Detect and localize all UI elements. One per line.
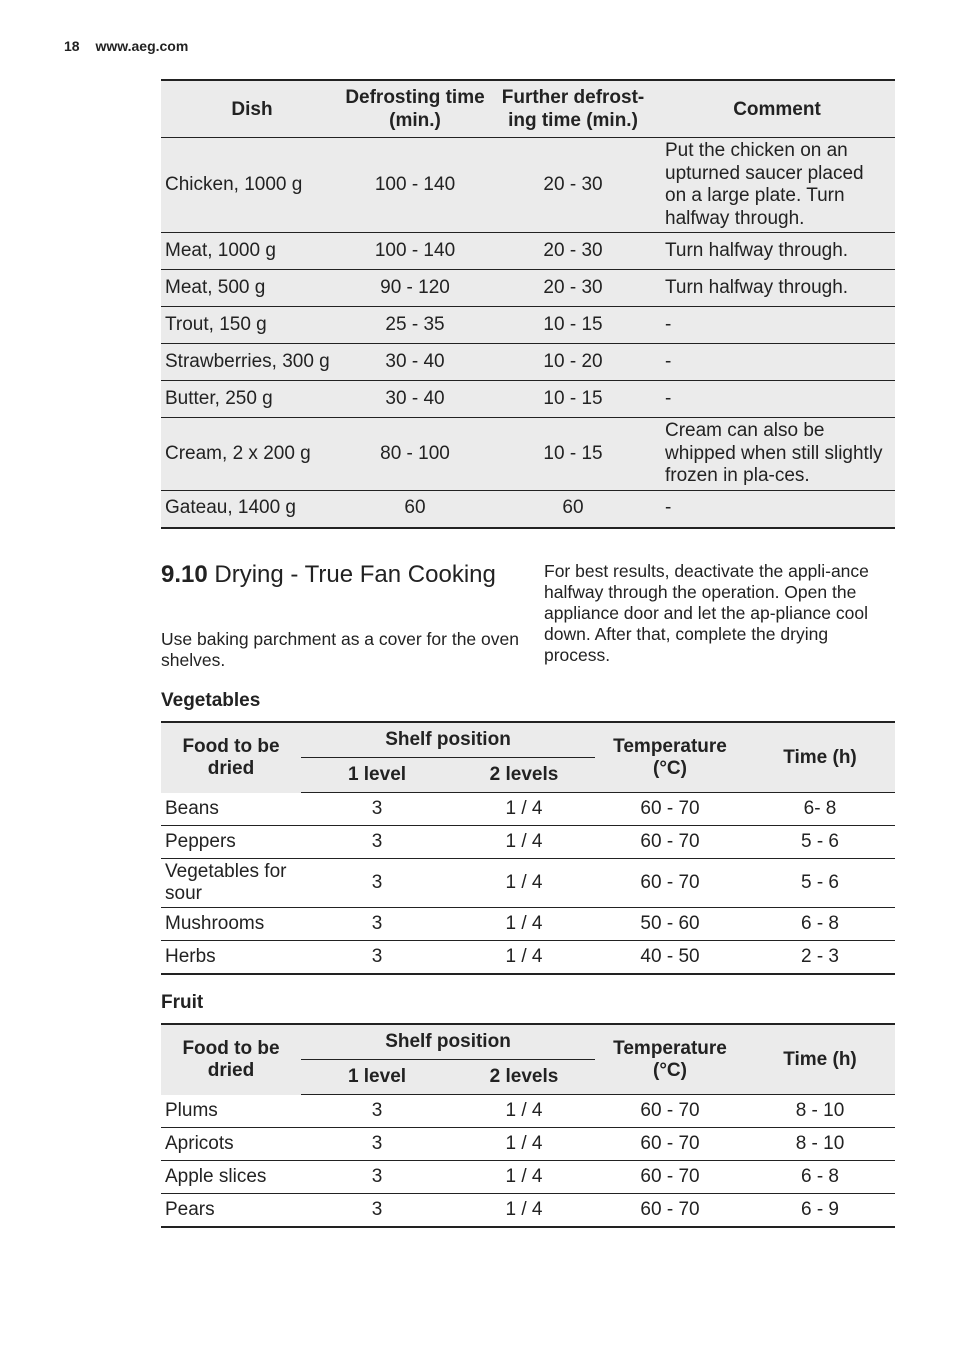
cell-time: 8 - 10 bbox=[745, 1095, 895, 1128]
cell-comment: - bbox=[659, 344, 895, 381]
col-1-level: 1 level bbox=[301, 758, 453, 793]
cell-temperature: 60 - 70 bbox=[595, 1095, 745, 1128]
cell-comment: Put the chicken on an upturned saucer placed on a large plate. Turn halfway through. bbox=[659, 138, 895, 233]
cell-1-level: 3 bbox=[301, 1095, 453, 1128]
cell-further: 10 - 15 bbox=[487, 381, 659, 418]
vegetables-heading: Vegetables bbox=[161, 690, 261, 711]
cell-dish: Trout, 150 g bbox=[161, 307, 343, 344]
section-note: For best results, deactivate the appli-ance halfway through the operation. Open the appliance door and let the ap-pliance cool down. After that, complete the drying process. bbox=[544, 561, 869, 665]
cell-dish: Butter, 250 g bbox=[161, 381, 343, 418]
table-row bbox=[161, 344, 895, 381]
cell-time: 6 - 9 bbox=[745, 1194, 895, 1228]
col-shelf-position: Shelf position bbox=[301, 1024, 595, 1060]
cell-food: Plums bbox=[161, 1095, 301, 1128]
cell-defrost: 80 - 100 bbox=[343, 418, 487, 491]
table-row bbox=[161, 1194, 895, 1228]
cell-defrost: 100 - 140 bbox=[343, 138, 487, 233]
cell-2-levels: 1 / 4 bbox=[453, 793, 595, 826]
cell-further: 20 - 30 bbox=[487, 233, 659, 270]
cell-defrost: 100 - 140 bbox=[343, 233, 487, 270]
section-title-text: Drying - True Fan Cooking bbox=[214, 561, 496, 588]
cell-defrost: 30 - 40 bbox=[343, 381, 487, 418]
table-row bbox=[161, 307, 895, 344]
cell-2-levels: 1 / 4 bbox=[453, 826, 595, 859]
cell-comment: Turn halfway through. bbox=[659, 233, 895, 270]
table-row bbox=[161, 490, 895, 528]
cell-2-levels: 1 / 4 bbox=[453, 1095, 595, 1128]
cell-2-levels: 1 / 4 bbox=[453, 1194, 595, 1228]
cell-food: Pears bbox=[161, 1194, 301, 1228]
table-row bbox=[161, 859, 895, 908]
cell-1-level: 3 bbox=[301, 1128, 453, 1161]
vegetables-table bbox=[161, 721, 895, 975]
cell-1-level: 3 bbox=[301, 908, 453, 941]
col-defrost-time: Defrosting time (min.) bbox=[343, 80, 487, 138]
col-shelf-position: Shelf position bbox=[301, 722, 595, 758]
site-url: www.aeg.com bbox=[95, 38, 189, 54]
col-dish: Dish bbox=[161, 80, 343, 138]
cell-time: 8 - 10 bbox=[745, 1128, 895, 1161]
table-row bbox=[161, 826, 895, 859]
cell-defrost: 25 - 35 bbox=[343, 307, 487, 344]
table-row bbox=[161, 381, 895, 418]
cell-defrost: 30 - 40 bbox=[343, 344, 487, 381]
col-temperature: Temperature (°C) bbox=[595, 722, 745, 793]
cell-dish: Meat, 1000 g bbox=[161, 233, 343, 270]
col-2-levels: 2 levels bbox=[453, 1060, 595, 1095]
cell-2-levels: 1 / 4 bbox=[453, 1161, 595, 1194]
cell-food: Apricots bbox=[161, 1128, 301, 1161]
cell-further: 60 bbox=[487, 490, 659, 528]
table-row bbox=[161, 418, 895, 491]
cell-food: Vegetables for sour bbox=[161, 859, 301, 908]
table-row bbox=[161, 793, 895, 826]
defrost-header-row bbox=[161, 80, 895, 138]
cell-dish: Cream, 2 x 200 g bbox=[161, 418, 343, 491]
cell-food: Herbs bbox=[161, 941, 301, 975]
cell-2-levels: 1 / 4 bbox=[453, 908, 595, 941]
cell-1-level: 3 bbox=[301, 1194, 453, 1228]
cell-temperature: 60 - 70 bbox=[595, 859, 745, 908]
cell-temperature: 60 - 70 bbox=[595, 1194, 745, 1228]
cell-food: Apple slices bbox=[161, 1161, 301, 1194]
cell-time: 2 - 3 bbox=[745, 941, 895, 975]
col-food: Food to be dried bbox=[161, 1024, 301, 1095]
cell-dish: Strawberries, 300 g bbox=[161, 344, 343, 381]
table-row bbox=[161, 1161, 895, 1194]
cell-temperature: 60 - 70 bbox=[595, 1128, 745, 1161]
cell-temperature: 60 - 70 bbox=[595, 826, 745, 859]
cell-time: 6- 8 bbox=[745, 793, 895, 826]
cell-food: Beans bbox=[161, 793, 301, 826]
defrost-table bbox=[161, 79, 895, 529]
cell-food: Peppers bbox=[161, 826, 301, 859]
table-row bbox=[161, 941, 895, 975]
cell-comment: Turn halfway through. bbox=[659, 270, 895, 307]
cell-defrost: 60 bbox=[343, 490, 487, 528]
table-row bbox=[161, 1128, 895, 1161]
section-title bbox=[161, 561, 496, 588]
col-1-level: 1 level bbox=[301, 1060, 453, 1095]
cell-1-level: 3 bbox=[301, 859, 453, 908]
cell-temperature: 60 - 70 bbox=[595, 1161, 745, 1194]
col-time: Time (h) bbox=[745, 722, 895, 793]
cell-comment: - bbox=[659, 307, 895, 344]
cell-further: 10 - 15 bbox=[487, 307, 659, 344]
section-number: 9.10 bbox=[161, 561, 208, 588]
cell-further: 20 - 30 bbox=[487, 270, 659, 307]
col-food: Food to be dried bbox=[161, 722, 301, 793]
cell-food: Mushrooms bbox=[161, 908, 301, 941]
fruit-table bbox=[161, 1023, 895, 1228]
table-row bbox=[161, 908, 895, 941]
cell-2-levels: 1 / 4 bbox=[453, 1128, 595, 1161]
col-further-defrost: Further defrost-ing time (min.) bbox=[487, 80, 659, 138]
cell-1-level: 3 bbox=[301, 826, 453, 859]
table-row bbox=[161, 1095, 895, 1128]
cell-time: 6 - 8 bbox=[745, 908, 895, 941]
section-intro: Use baking parchment as a cover for the oven shelves. bbox=[161, 629, 519, 670]
cell-defrost: 90 - 120 bbox=[343, 270, 487, 307]
cell-1-level: 3 bbox=[301, 1161, 453, 1194]
cell-dish: Gateau, 1400 g bbox=[161, 490, 343, 528]
cell-time: 6 - 8 bbox=[745, 1161, 895, 1194]
cell-comment: - bbox=[659, 381, 895, 418]
cell-dish: Meat, 500 g bbox=[161, 270, 343, 307]
cell-comment: - bbox=[659, 490, 895, 528]
cell-further: 10 - 20 bbox=[487, 344, 659, 381]
cell-2-levels: 1 / 4 bbox=[453, 941, 595, 975]
cell-further: 20 - 30 bbox=[487, 138, 659, 233]
cell-time: 5 - 6 bbox=[745, 826, 895, 859]
col-time: Time (h) bbox=[745, 1024, 895, 1095]
cell-further: 10 - 15 bbox=[487, 418, 659, 491]
cell-dish: Chicken, 1000 g bbox=[161, 138, 343, 233]
col-temperature: Temperature (°C) bbox=[595, 1024, 745, 1095]
col-2-levels: 2 levels bbox=[453, 758, 595, 793]
cell-1-level: 3 bbox=[301, 793, 453, 826]
page-number: 18 bbox=[64, 38, 80, 54]
table-row bbox=[161, 233, 895, 270]
page-header bbox=[64, 38, 188, 54]
cell-temperature: 50 - 60 bbox=[595, 908, 745, 941]
table-row bbox=[161, 138, 895, 233]
cell-time: 5 - 6 bbox=[745, 859, 895, 908]
cell-temperature: 40 - 50 bbox=[595, 941, 745, 975]
col-comment: Comment bbox=[659, 80, 895, 138]
fruit-heading: Fruit bbox=[161, 992, 204, 1013]
cell-comment: Cream can also be whipped when still slightly frozen in pla-ces. bbox=[659, 418, 895, 491]
cell-temperature: 60 - 70 bbox=[595, 793, 745, 826]
table-row bbox=[161, 270, 895, 307]
cell-2-levels: 1 / 4 bbox=[453, 859, 595, 908]
cell-1-level: 3 bbox=[301, 941, 453, 975]
